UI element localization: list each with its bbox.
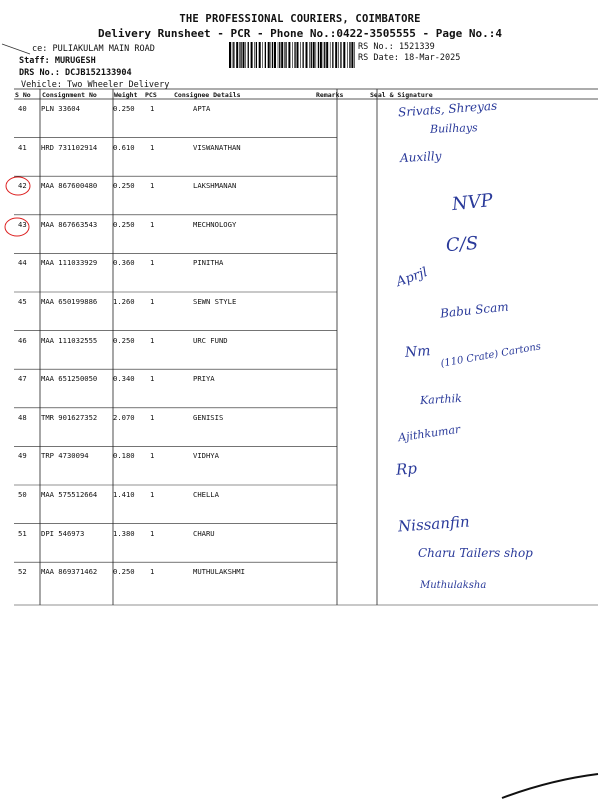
row-weight: 1.410 [113,490,135,499]
row-signature: NVP [451,189,494,216]
row-consignee: URC FUND [193,335,228,345]
row-pcs: 1 [150,104,155,113]
row-sno: 40 [18,104,27,113]
row-consignee: CHELLA [193,490,219,499]
row-signature: Auxilly [399,148,442,166]
row-sno: 50 [18,490,27,499]
row-consignee: CHARU [193,528,215,538]
row-consignment-no: TMR 901627352 [41,412,98,422]
col-header-sno: S No [15,91,31,99]
row-pcs: 1 [150,567,155,577]
row-consignment-no: MAA 575512664 [41,490,98,499]
row-signature: C/S [445,232,479,257]
company-title: THE PROFESSIONAL COURIERS, COIMBATORE [179,13,421,25]
runsheet-subtitle: Delivery Runsheet - PCR - Phone No.:0422-3505555 - Page No.:4 [98,27,502,40]
row-signature: Muthulaksha [420,580,487,591]
row-consignee: MECHNOLOGY [193,219,237,229]
row-consignee: VISWANATHAN [193,142,241,152]
row-pcs: 1 [150,258,155,268]
row-consignee: PRIYA [193,374,215,384]
row-sno: 44 [18,258,27,268]
row-pcs: 1 [150,297,155,306]
row-consignee: SEWN STYLE [193,297,237,306]
row-pcs: 1 [150,142,155,152]
row-signature: Karthik [419,391,463,408]
staff-label: Staff: MURUGESH [19,56,96,66]
col-header-weight: Weight [114,91,138,99]
row-consignment-no: MAA 111033929 [41,258,98,268]
row-consignment-no: MAA 867663543 [41,219,98,229]
row-sno: 41 [18,142,27,152]
row-sno: 42 [18,181,27,191]
row-pcs: 1 [150,219,155,229]
col-header-consignment: Consignment No [42,91,97,99]
row-consignment-no: DPI 546973 [41,528,85,538]
row-signature: Nissanfin [397,512,471,536]
row-signature: (110 Crate) Cartons [439,341,542,370]
row-weight: 0.250 [113,335,135,345]
col-header-details: Consignee Details [174,91,241,99]
row-pcs: 1 [150,490,155,499]
row-weight: 0.250 [113,104,135,113]
row-weight: 0.250 [113,219,135,229]
row-consignee: MUTHULAKSHMI [193,567,245,577]
row-weight: 0.250 [113,181,135,191]
row-sno: 47 [18,374,27,384]
row-signature: Builhays [429,121,478,136]
rs-number: RS No.: 1521339 [358,42,435,52]
row-sno: 48 [18,412,27,422]
row-weight: 0.180 [113,451,135,461]
row-signature: Aprjl [394,264,430,291]
row-pcs: 1 [150,412,155,422]
row-weight: 1.380 [113,528,135,538]
row-pcs: 1 [150,181,155,191]
row-weight: 1.260 [113,297,135,306]
row-signature: Srivats, Shreyas [397,98,498,120]
row-consignee: PINITHA [193,258,224,268]
row-signature: Ajithkumar [397,422,461,445]
row-sno: 51 [18,528,27,538]
row-consignment-no: MAA 651250050 [41,374,98,384]
row-signature: Babu Scam [439,299,510,321]
row-signature: Charu Tailers shop [418,546,533,560]
row-signature: Rp [395,459,418,479]
rs-date: RS Date: 18-Mar-2025 [358,53,461,63]
col-header-remarks: Remarks [316,91,344,99]
row-consignee: GENISIS [193,412,224,422]
route-label: ce: PULIAKULAM MAIN ROAD [32,44,155,54]
row-sno: 45 [18,297,27,306]
row-consignee: APTA [193,104,211,113]
row-signature: Nm [404,343,432,361]
row-weight: 0.250 [113,567,135,577]
row-sno: 49 [18,451,27,461]
row-weight: 0.340 [113,374,135,384]
red-circle-marks [0,170,40,250]
col-header-pcs: PCS [145,91,157,99]
row-consignee: LAKSHMANAN [193,181,237,191]
col-header-seal: Seal & Signature [370,91,433,99]
row-consignee: VIDHYA [193,451,219,461]
row-consignment-no: MAA 111032555 [41,335,98,345]
row-pcs: 1 [150,335,155,345]
row-sno: 52 [18,567,27,577]
row-sno: 43 [18,219,27,229]
row-pcs: 1 [150,451,155,461]
row-consignment-no: TRP 4730094 [41,451,89,461]
row-weight: 0.360 [113,258,135,268]
drs-number: DRS No.: DCJB152133904 [19,68,132,78]
row-consignment-no: MAA 650199886 [41,297,98,306]
row-consignment-no: HRD 731102914 [41,142,98,152]
pen-stroke-mark [500,770,600,800]
row-consignment-no: MAA 869371462 [41,567,98,577]
row-pcs: 1 [150,374,155,384]
row-weight: 2.070 [113,412,135,422]
row-consignment-no: MAA 867600480 [41,181,98,191]
row-pcs: 1 [150,528,155,538]
row-sno: 46 [18,335,27,345]
vehicle-label: Vehicle: Two Wheeler Delivery [21,80,170,90]
row-consignment-no: PLN 33604 [41,104,80,113]
row-weight: 0.610 [113,142,135,152]
